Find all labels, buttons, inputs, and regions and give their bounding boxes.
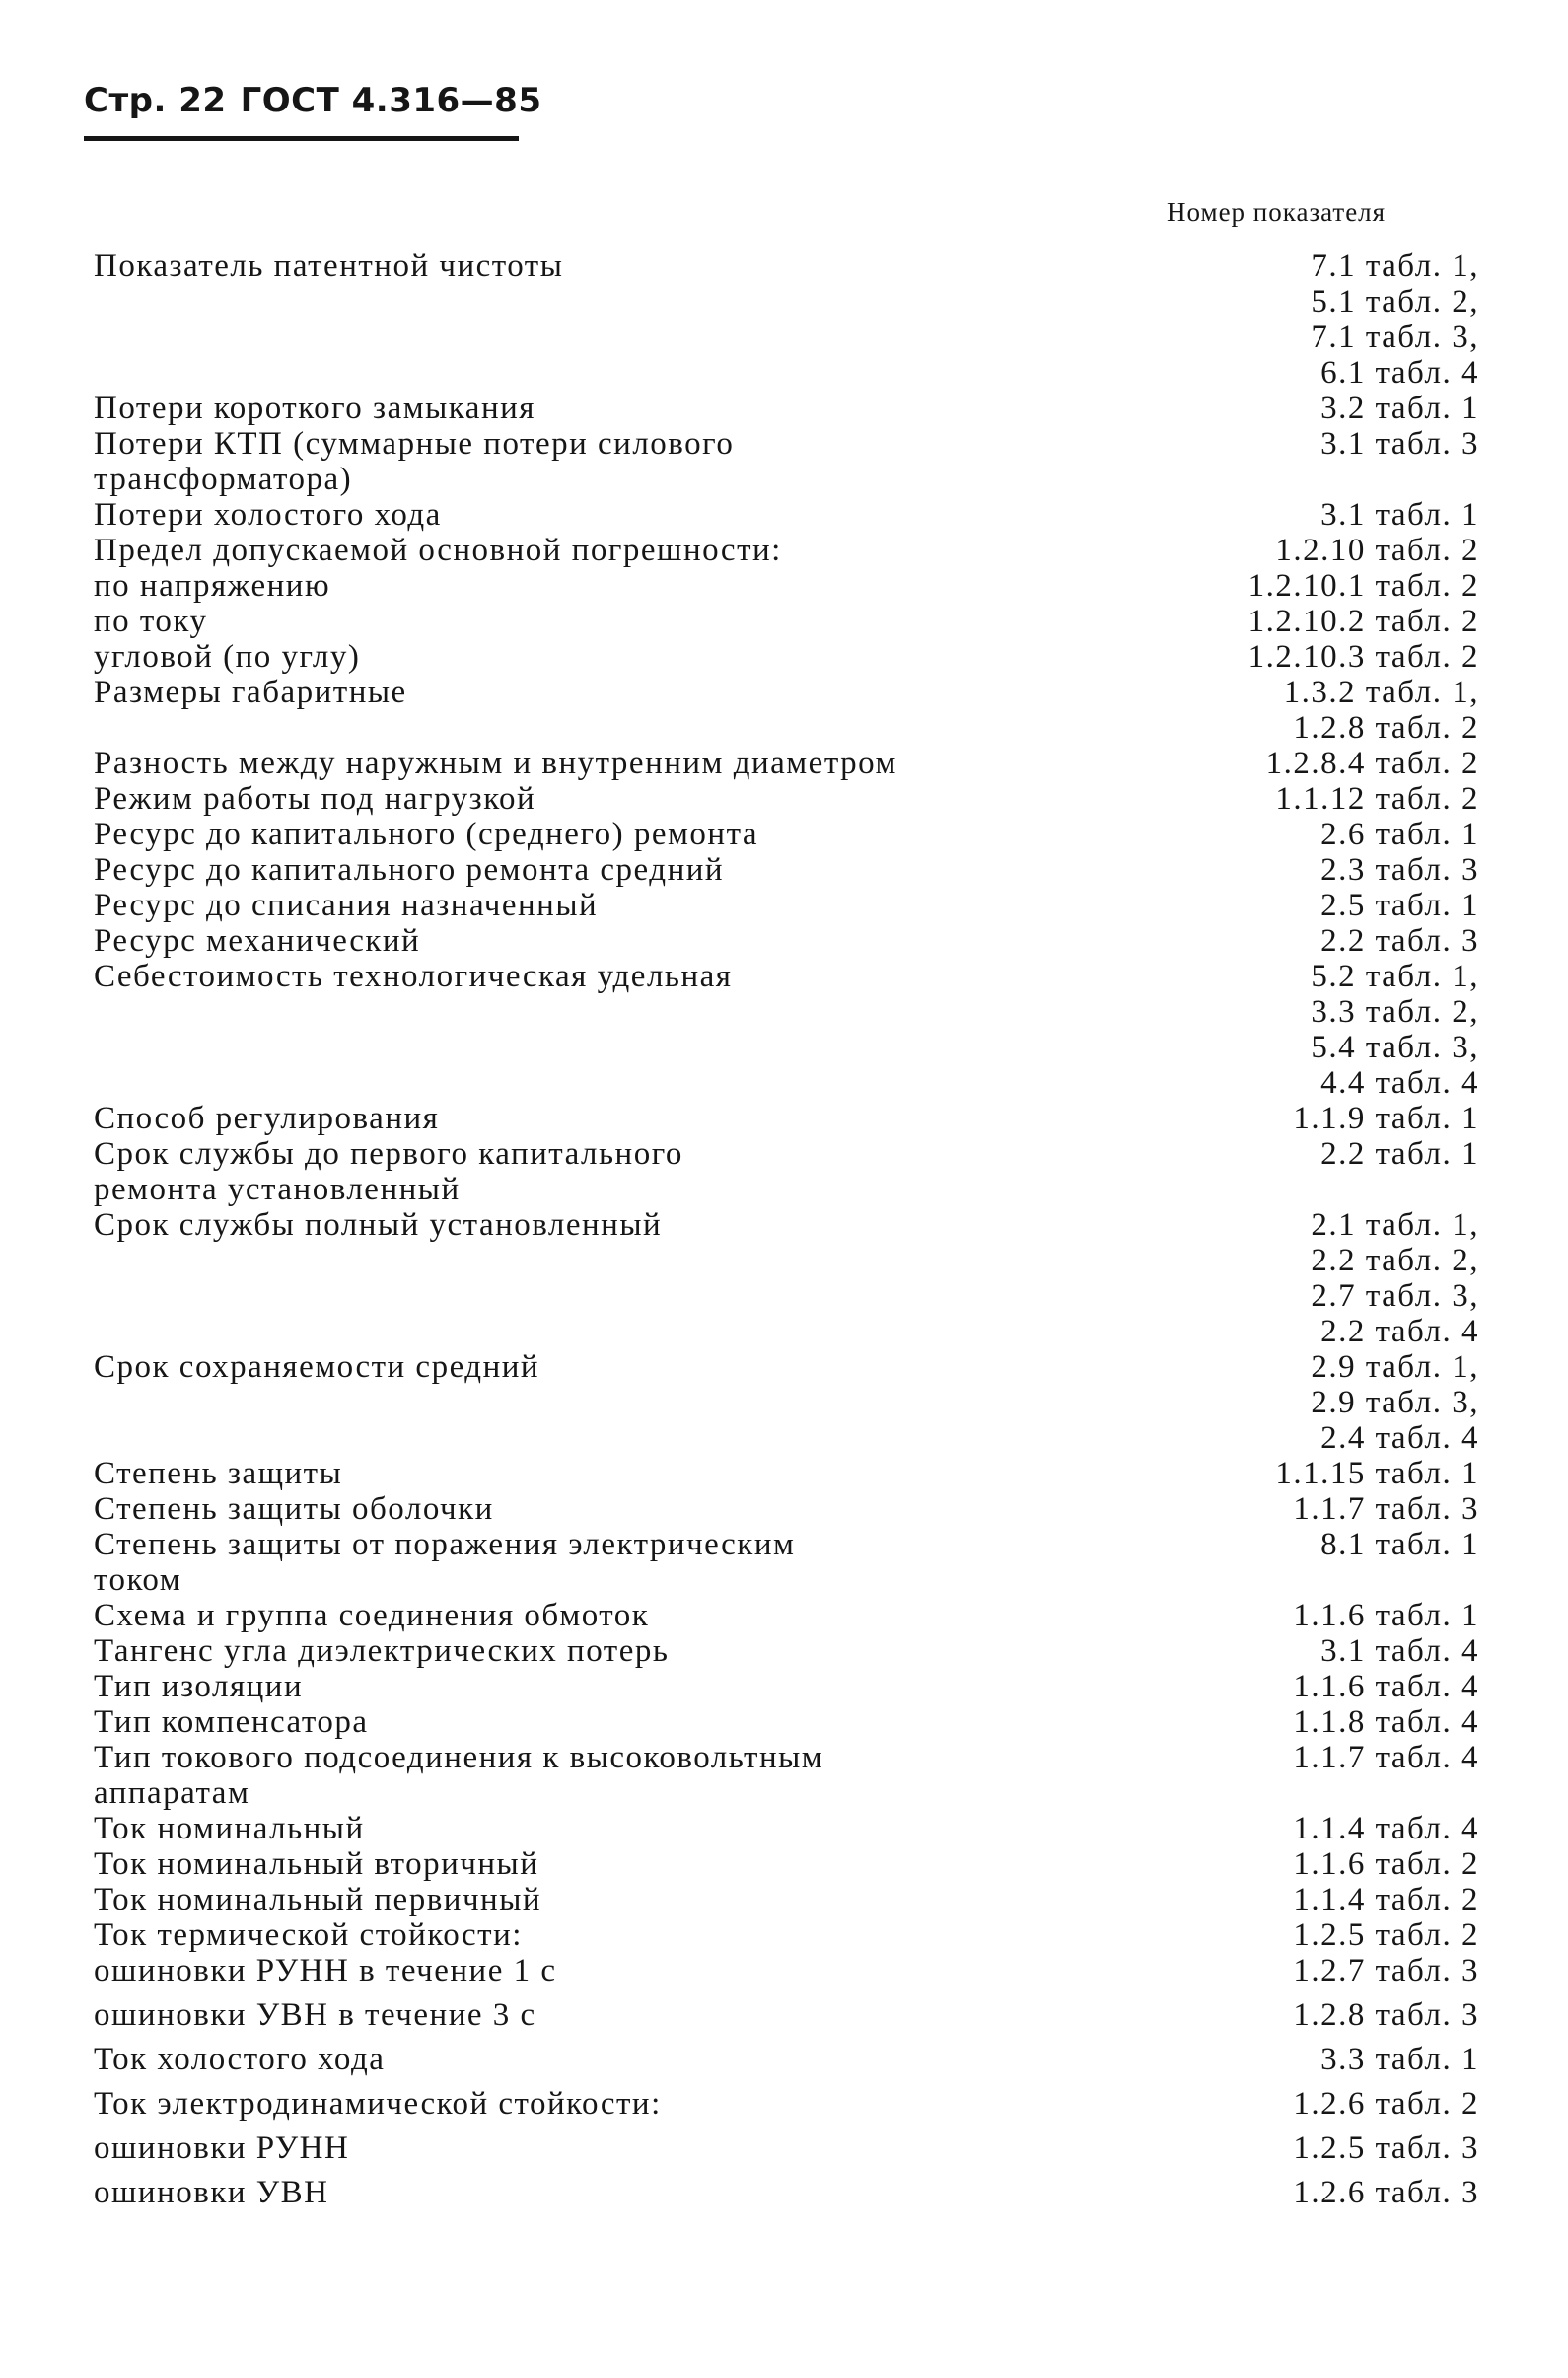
entry-refs: [1293, 2130, 1479, 2166]
entry-label-line: Режим работы под нагрузкой: [94, 781, 536, 817]
entry-refs: [1293, 2175, 1479, 2210]
entry-ref: 4.4 табл. 4: [1320, 1065, 1479, 1101]
entry-label: [94, 1136, 683, 1207]
entry-refs: [1293, 1882, 1479, 1917]
entry-ref: 2.9 табл. 3,: [1311, 1385, 1479, 1420]
entry-label: [94, 923, 420, 959]
entry-refs: [1293, 1811, 1479, 1846]
entry-ref: 1.2.10.2 табл. 2: [1247, 604, 1479, 639]
entry-ref: 1.1.6 табл. 2: [1293, 1846, 1479, 1882]
entry-ref: 1.1.12 табл. 2: [1275, 781, 1479, 817]
entry-label-line: Ресурс до капитального (среднего) ремонта: [94, 817, 759, 852]
entry-label: [94, 2086, 662, 2122]
entry-label-line: трансформатора): [94, 462, 353, 497]
entry-label: [94, 426, 734, 497]
entry-label: [94, 1740, 823, 1811]
entry-label-line: Ток термической стойкости:: [94, 1917, 523, 1953]
entry-label: [94, 1704, 368, 1740]
entry-ref: 7.1 табл. 1,: [1311, 249, 1479, 284]
entry-label: [94, 1953, 557, 1988]
entry-label-line: Срок службы полный установленный: [94, 1207, 663, 1243]
entry-ref: 1.1.6 табл. 4: [1293, 1669, 1479, 1704]
entry-ref: 7.1 табл. 3,: [1311, 320, 1479, 355]
entry-label: [94, 817, 758, 852]
entry-label-line: током: [94, 1562, 182, 1598]
entry-label-line: ошиновки РУНН в течение 1 с: [94, 1953, 557, 1988]
entry-label-line: Способ регулирования: [94, 1101, 440, 1136]
entry-label: [94, 959, 732, 994]
entry-ref: 1.2.8.4 табл. 2: [1265, 746, 1479, 781]
entry-label: [94, 639, 360, 675]
entry-refs: [1311, 959, 1479, 1101]
entry-label: [94, 533, 782, 568]
entry-refs: [1320, 2042, 1479, 2077]
entry-ref: 2.2 табл. 4: [1320, 1314, 1479, 1349]
entry-label-line: Срок службы до первого капитального: [94, 1136, 683, 1172]
entry-refs: [1311, 249, 1479, 391]
entry-ref: 2.5 табл. 1: [1320, 888, 1479, 923]
entry-ref: 2.2 табл. 3: [1320, 923, 1479, 959]
entry-ref: 2.1 табл. 1,: [1311, 1207, 1479, 1243]
column-header: Номер показателя: [1167, 197, 1387, 227]
entry-label: [94, 1633, 669, 1669]
entry-label-line: Ток холостого хода: [94, 2042, 386, 2077]
entry-label-line: Ресурс до списания назначенный: [94, 888, 599, 923]
entry-label-line: Разность между наружным и внутренним диаметром: [94, 746, 897, 781]
entry-label: [94, 2175, 328, 2210]
entry-label: [94, 604, 207, 639]
entry-refs: [1293, 1669, 1479, 1704]
entry-label-line: Степень защиты: [94, 1456, 343, 1491]
entry-refs: [1293, 1101, 1479, 1136]
entry-label: [94, 1527, 795, 1598]
entry-label-line: Схема и группа соединения обмоток: [94, 1598, 650, 1633]
entry-label: [94, 781, 535, 817]
entry-refs: [1320, 817, 1479, 852]
entry-label-line: Потери КТП (суммарные потери силового: [94, 426, 735, 462]
header-rule: [84, 136, 519, 141]
entry-label-line: Тангенс угла диэлектрических потерь: [94, 1633, 670, 1669]
entry-refs: [1293, 2086, 1479, 2122]
entry-label-line: Себестоимость технологическая удельная: [94, 959, 733, 994]
entry-refs: [1248, 568, 1479, 604]
entry-label-line: Размеры габаритные: [94, 675, 407, 710]
entry-label: [94, 675, 407, 710]
entry-label-line: Ток электродинамической стойкости:: [94, 2086, 662, 2122]
entry-refs: [1293, 1740, 1479, 1775]
entry-ref: 3.2 табл. 1: [1320, 391, 1479, 426]
entry-refs: [1248, 639, 1479, 675]
entry-ref: 2.2 табл. 1: [1320, 1136, 1479, 1172]
entry-ref: 1.2.7 табл. 3: [1293, 1953, 1479, 1988]
entry-ref: 6.1 табл. 4: [1320, 355, 1479, 391]
entry-refs: [1320, 888, 1479, 923]
entry-label-line: Ток номинальный вторичный: [94, 1846, 539, 1882]
entry-ref: 3.3 табл. 2,: [1311, 994, 1479, 1030]
entry-label-line: аппаратам: [94, 1775, 250, 1811]
entry-ref: 1.2.10.3 табл. 2: [1247, 639, 1479, 675]
entry-label-line: Ресурс механический: [94, 923, 421, 959]
entry-refs: [1293, 1704, 1479, 1740]
entry-ref: 1.2.6 табл. 3: [1293, 2175, 1479, 2210]
entry-label-line: ошиновки УВН в течение 3 с: [94, 1997, 536, 2033]
entry-label: [94, 497, 442, 533]
entry-label: [94, 1491, 494, 1527]
entry-ref: 3.1 табл. 3: [1320, 426, 1479, 462]
entry-ref: 3.1 табл. 1: [1320, 497, 1479, 533]
entry-label: [94, 1811, 365, 1846]
entry-refs: [1275, 1456, 1479, 1491]
entry-label-line: Ток номинальный первичный: [94, 1882, 542, 1917]
entry-refs: [1293, 1598, 1479, 1633]
entry-label-line: ремонта установленный: [94, 1172, 461, 1207]
entry-label-line: угловой (по углу): [94, 639, 361, 675]
entry-label: [94, 2130, 349, 2166]
entry-label: [94, 852, 724, 888]
entry-ref: 5.2 табл. 1,: [1311, 959, 1479, 994]
entry-refs: [1320, 1136, 1479, 1172]
entry-label-line: по напряжению: [94, 568, 331, 604]
entry-label-line: Тип изоляции: [94, 1669, 304, 1704]
entry-ref: 1.2.10 табл. 2: [1275, 533, 1479, 568]
standard-code: ГОСТ 4.316—85: [240, 81, 542, 120]
entry-label: [94, 249, 563, 284]
page-number: Стр. 22: [84, 81, 227, 120]
page-header: [84, 81, 556, 120]
entry-label: [94, 2042, 385, 2077]
entry-label-line: ошиновки УВН: [94, 2175, 329, 2210]
entry-refs: [1311, 1207, 1479, 1349]
entry-label: [94, 568, 330, 604]
entry-label-line: Срок сохраняемости средний: [94, 1349, 540, 1385]
entry-label: [94, 1207, 662, 1243]
entry-label: [94, 391, 535, 426]
entry-refs: [1320, 391, 1479, 426]
entry-ref: 1.2.10.1 табл. 2: [1247, 568, 1479, 604]
entry-ref: 5.4 табл. 3,: [1311, 1030, 1479, 1065]
entry-ref: 1.3.2 табл. 1,: [1283, 675, 1479, 710]
entry-ref: 2.3 табл. 3: [1320, 852, 1479, 888]
entry-ref: 1.1.6 табл. 1: [1293, 1598, 1479, 1633]
entry-ref: 5.1 табл. 2,: [1311, 284, 1479, 320]
entry-ref: 1.2.8 табл. 3: [1293, 1997, 1479, 2033]
entry-refs: [1311, 1349, 1479, 1456]
entry-label-line: Степень защиты оболочки: [94, 1491, 494, 1527]
entry-ref: 1.2.5 табл. 3: [1293, 2130, 1479, 2166]
entry-ref: 8.1 табл. 1: [1320, 1527, 1479, 1562]
entry-label: [94, 746, 897, 781]
entry-refs: [1320, 1633, 1479, 1669]
entry-label-line: Ресурс до капитального ремонта средний: [94, 852, 725, 888]
entry-label-line: Ток номинальный: [94, 1811, 365, 1846]
entry-label-line: Потери короткого замыкания: [94, 391, 535, 426]
entry-ref: 3.3 табл. 1: [1320, 2042, 1479, 2077]
entry-label-line: Предел допускаемой основной погрешности:: [94, 533, 782, 568]
entry-label: [94, 1456, 342, 1491]
entry-label: [94, 1669, 303, 1704]
entry-refs: [1248, 604, 1479, 639]
entry-label-line: Степень защиты от поражения электрическим: [94, 1527, 796, 1562]
entry-refs: [1293, 1997, 1479, 2033]
entry-label: [94, 1846, 538, 1882]
entry-ref: 1.1.8 табл. 4: [1293, 1704, 1479, 1740]
entry-ref: 2.4 табл. 4: [1320, 1420, 1479, 1456]
entry-ref: 2.2 табл. 2,: [1311, 1243, 1479, 1278]
entry-ref: 1.1.9 табл. 1: [1293, 1101, 1479, 1136]
entry-refs: [1293, 1917, 1479, 1953]
entry-label: [94, 888, 598, 923]
entry-refs: [1284, 675, 1479, 746]
entry-label-line: ошиновки РУНН: [94, 2130, 350, 2166]
entry-refs: [1320, 426, 1479, 462]
entry-refs: [1320, 852, 1479, 888]
entry-label-line: по току: [94, 604, 208, 639]
entry-ref: 1.1.7 табл. 3: [1293, 1491, 1479, 1527]
entry-label-line: Тип токового подсоединения к высоковольтным: [94, 1740, 824, 1775]
entry-ref: 2.6 табл. 1: [1320, 817, 1479, 852]
entry-ref: 1.1.4 табл. 4: [1293, 1811, 1479, 1846]
entry-ref: 1.2.6 табл. 2: [1293, 2086, 1479, 2122]
entry-ref: 1.2.5 табл. 2: [1293, 1917, 1479, 1953]
entry-refs: [1320, 497, 1479, 533]
entry-label: [94, 1882, 541, 1917]
entry-label: [94, 1349, 539, 1385]
entry-ref: 1.2.8 табл. 2: [1293, 710, 1479, 746]
entry-ref: 2.9 табл. 1,: [1311, 1349, 1479, 1385]
entry-refs: [1293, 1491, 1479, 1527]
entry-label-line: Потери холостого хода: [94, 497, 442, 533]
entry-label: [94, 1917, 523, 1953]
entry-ref: 3.1 табл. 4: [1320, 1633, 1479, 1669]
entry-ref: 1.1.4 табл. 2: [1293, 1882, 1479, 1917]
entry-label: [94, 1997, 536, 2033]
entry-refs: [1275, 781, 1479, 817]
entry-refs: [1293, 1953, 1479, 1988]
entry-label-line: Тип компенсатора: [94, 1704, 369, 1740]
entry-refs: [1320, 1527, 1479, 1562]
entry-refs: [1275, 533, 1479, 568]
entry-refs: [1320, 923, 1479, 959]
entry-refs: [1293, 1846, 1479, 1882]
entry-refs: [1266, 746, 1479, 781]
entry-label-line: Показатель патентной чистоты: [94, 249, 564, 284]
entry-ref: 1.1.7 табл. 4: [1293, 1740, 1479, 1775]
entry-label: [94, 1101, 439, 1136]
entry-ref: 1.1.15 табл. 1: [1275, 1456, 1479, 1491]
entry-label: [94, 1598, 649, 1633]
entry-ref: 2.7 табл. 3,: [1311, 1278, 1479, 1314]
